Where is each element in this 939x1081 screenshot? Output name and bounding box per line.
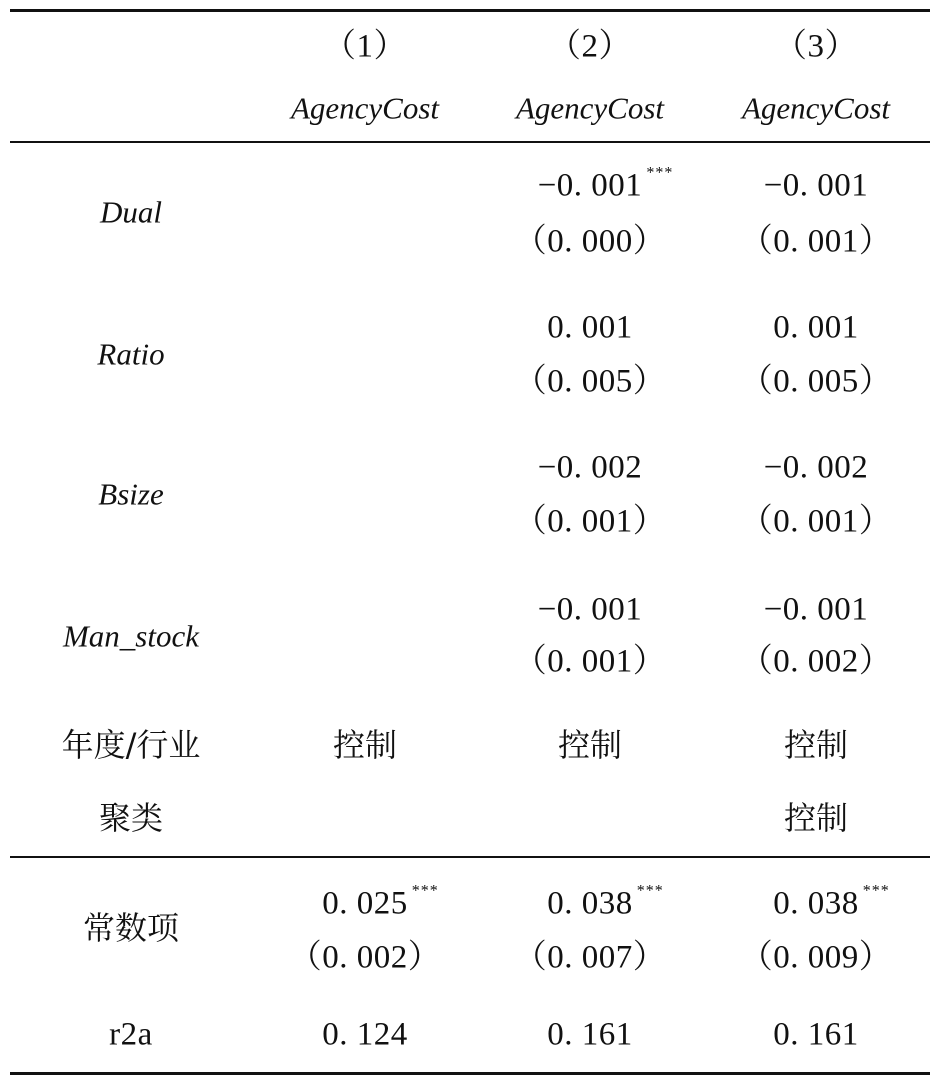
standard-error: （0. 002） — [739, 643, 893, 680]
control-value: 控制 — [783, 799, 849, 837]
control-value: 控制 — [332, 726, 398, 764]
r2a-value: 0. 161 — [773, 1016, 859, 1053]
constant-coefficient: 0. 025 *** — [322, 882, 439, 922]
column-name: AgencyCost — [515, 90, 665, 126]
column-number: （3） — [774, 28, 858, 65]
r2a-value: 0. 124 — [322, 1016, 408, 1053]
standard-error: （0. 001） — [513, 643, 667, 680]
row-label: Dual — [100, 194, 162, 230]
coefficient: −0. 001 — [763, 167, 869, 204]
column-number: （2） — [548, 28, 632, 65]
coefficient: −0. 001 *** — [537, 164, 674, 204]
row-label: Man_stock — [62, 618, 200, 654]
coefficient: −0. 001 — [537, 591, 643, 628]
column-number: （1） — [323, 28, 407, 65]
standard-error: （0. 000） — [513, 223, 667, 260]
standard-error: （0. 005） — [513, 363, 667, 400]
column-name: AgencyCost — [741, 90, 891, 126]
significance-stars: *** — [636, 882, 664, 900]
constant-standard-error: （0. 009） — [739, 939, 893, 976]
constant-coefficient: 0. 038 *** — [773, 882, 890, 922]
middle-rule — [10, 856, 930, 858]
control-value: 控制 — [557, 726, 623, 764]
bottom-rule — [10, 1072, 930, 1075]
row-label: Bsize — [98, 476, 164, 512]
significance-stars: *** — [411, 882, 439, 900]
standard-error: （0. 001） — [739, 223, 893, 260]
r2a-value: 0. 161 — [547, 1016, 633, 1053]
control-label: 年度/行业 — [61, 726, 201, 764]
column-name: AgencyCost — [290, 90, 440, 126]
coefficient: −0. 002 — [537, 449, 643, 486]
constant-coefficient: 0. 038 *** — [547, 882, 664, 922]
row-label: Ratio — [97, 336, 165, 372]
header-rule — [10, 141, 930, 143]
r2a-label: r2a — [109, 1016, 153, 1053]
significance-stars: *** — [646, 164, 674, 182]
standard-error: （0. 001） — [739, 503, 893, 540]
coefficient: −0. 002 — [763, 449, 869, 486]
coefficient: 0. 001 — [773, 309, 859, 346]
control-value: 控制 — [783, 726, 849, 764]
constant-standard-error: （0. 002） — [288, 939, 442, 976]
significance-stars: *** — [862, 882, 890, 900]
standard-error: （0. 005） — [739, 363, 893, 400]
coefficient: −0. 001 — [763, 591, 869, 628]
control-label: 聚类 — [98, 799, 164, 837]
constant-label: 常数项 — [82, 909, 180, 947]
top-rule — [10, 9, 930, 12]
standard-error: （0. 001） — [513, 503, 667, 540]
coefficient: 0. 001 — [547, 309, 633, 346]
constant-standard-error: （0. 007） — [513, 939, 667, 976]
